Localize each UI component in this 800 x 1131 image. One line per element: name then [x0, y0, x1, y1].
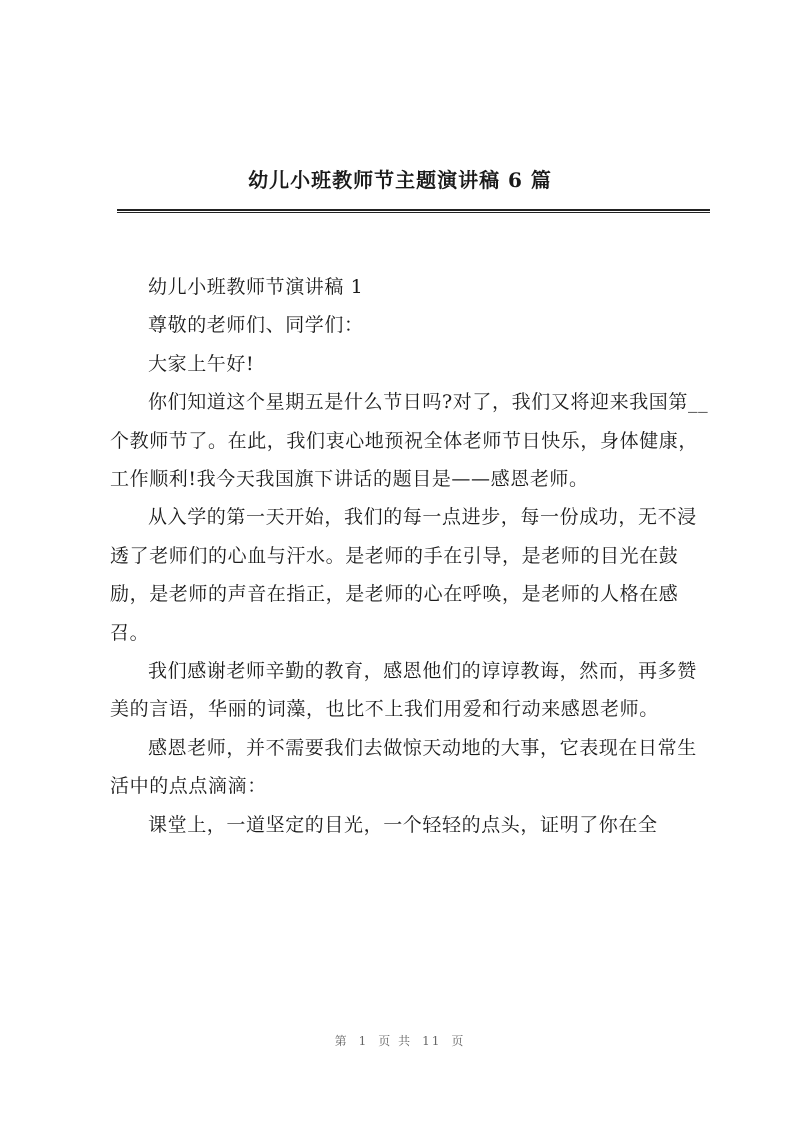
paragraph-salutation: 尊敬的老师们、同学们： — [148, 314, 364, 337]
footer-prefix: 第 — [334, 1034, 349, 1048]
document-body — [110, 268, 710, 844]
paragraph: 感恩老师，并不需要我们去做惊天动地的大事，它表现在日常生活中的点点滴滴： — [110, 736, 697, 798]
paragraph-greeting: 大家上午好! — [148, 352, 255, 375]
footer-middle: 页 共 — [378, 1034, 413, 1048]
paragraph-subtitle: 幼儿小班教师节演讲稿 1 — [148, 276, 364, 298]
paragraph: 我们感谢老师辛勤的教育，感恩他们的谆谆教诲，然而，再多赞美的言语，华丽的词藻，也比不上我们用爱和行动来感恩老师。 — [110, 660, 697, 721]
paragraph: 你们知道这个星期五是什么节日吗?对了，我们又将迎来我国第__个教师节了。在此，我们衷心地预祝全体老师节日快乐，身体健康，工作顺利!我今天我国旗下讲话的题目是——感恩老师。 — [110, 391, 709, 491]
paragraph: 课堂上，一道坚定的目光，一个轻轻的点头，证明了你在全 — [148, 813, 658, 836]
footer-suffix: 页 — [451, 1034, 466, 1048]
footer-current-page: 1 — [358, 1034, 369, 1048]
document-title: 幼儿小班教师节主题演讲稿 6 篇 — [248, 168, 552, 192]
page-number-footer — [0, 1032, 800, 1049]
paragraph: 从入学的第一天开始，我们的每一点进步，每一份成功，无不浸透了老师们的心血与汗水。是老师的手在引导，是老师的目光在鼓励，是老师的声音在指正，是老师的心在呼唤，是老师的人格在感召。 — [110, 506, 697, 644]
title-divider — [117, 209, 710, 213]
footer-total-pages: 11 — [422, 1034, 442, 1048]
